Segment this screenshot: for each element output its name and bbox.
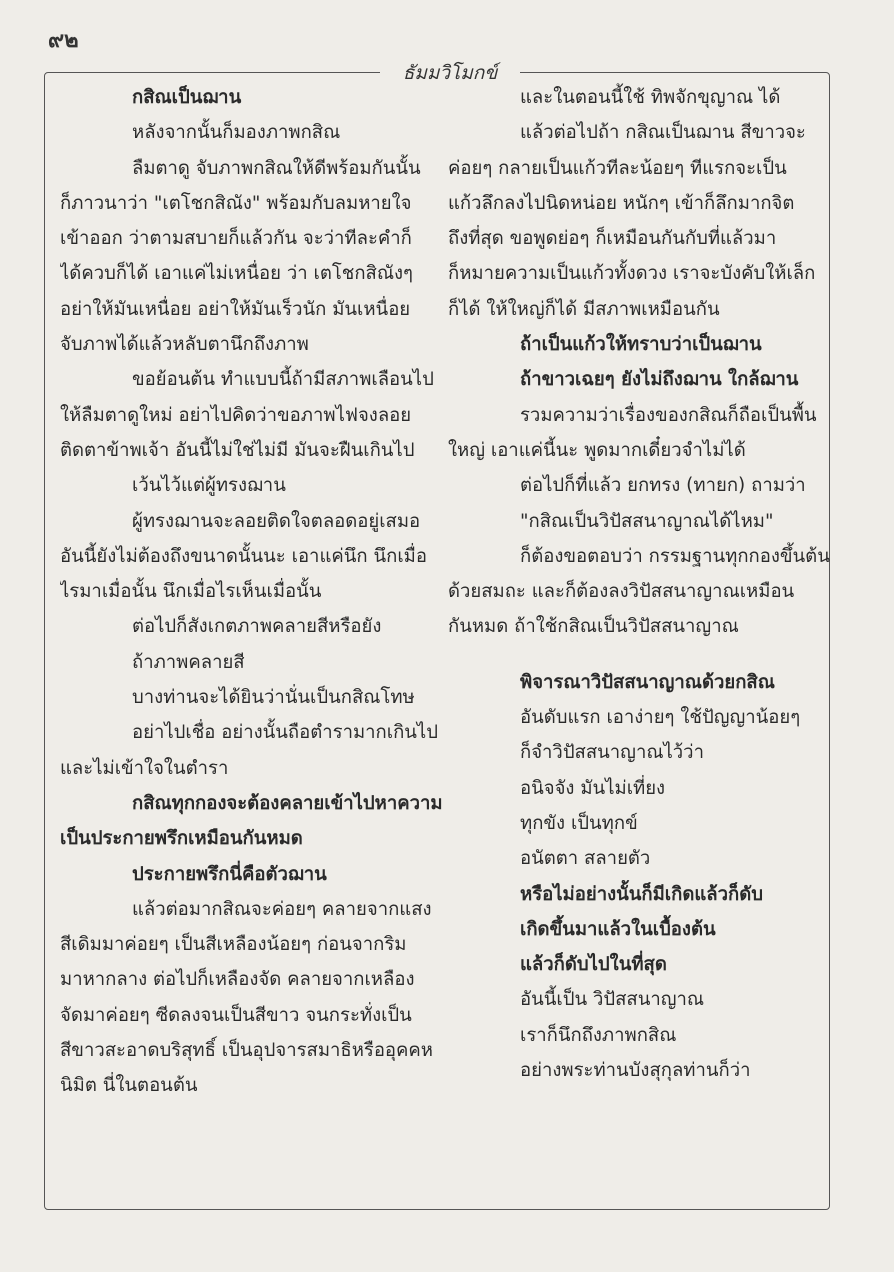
text-line: ทุกขัง เป็นทุกข์: [520, 812, 638, 834]
text-line: ต่อไปก็สังเกตภาพคลายสีหรือยัง: [132, 616, 382, 638]
text-line: ต่อไปก็ที่แล้ว ยกทรง (ทายก) ถามว่า: [520, 475, 806, 497]
text-line: ผู้ทรงฌานจะลอยติดใจตลอดอยู่เสมอ: [132, 510, 421, 532]
text-line: ให้ลืมตาดูใหม่ อย่าไปคิดว่าขอภาพไฟจงลอย: [60, 404, 412, 426]
paragraph-gap: [448, 645, 833, 665]
bold-text-line: แล้วก็ดับไปในที่สุด: [520, 954, 667, 976]
text-line: เข้าออก ว่าตามสบายก็แล้วกัน จะว่าทีละคำก็: [60, 228, 412, 250]
text-line: อันนี้ยังไม่ต้องถึงขนาดนั้นนะ เอาแค่นึก นึกเมื่อ: [60, 545, 427, 567]
text-line: ได้ควบก็ได้ เอาแค่ไม่เหนื่อย ว่า เตโชกสิณังๆ: [60, 263, 413, 285]
text-line: เว้นไว้แต่ผู้ทรงฌาน: [132, 475, 286, 497]
text-line: หลังจากนั้นก็มองภาพกสิณ: [132, 122, 341, 144]
text-line: นิมิต นี่ในตอนต้น: [60, 1075, 198, 1097]
text-line: อันนี้เป็น วิปัสสนาญาณ: [520, 989, 705, 1011]
text-line: ก็จำวิปัสสนาญาณไว้ว่า: [520, 742, 704, 764]
text-line: ติดตาข้าพเจ้า อันนี้ไม่ใช่ไม่มี มันจะฝืนเกินไป: [60, 439, 415, 461]
text-line: เราก็นึกถึงภาพกสิณ: [520, 1024, 677, 1046]
text-line: จับภาพได้แล้วหลับตานึกถึงภาพ: [60, 334, 309, 356]
text-line: ค่อยๆ กลายเป็นแก้วทีละน้อยๆ ทีแรกจะเป็น: [448, 157, 787, 179]
bold-text-line: กสิณทุกกองจะต้องคลายเข้าไปหาความ: [132, 792, 443, 814]
text-line: "กสิณเป็นวิปัสสนาญาณได้ไหม": [520, 510, 774, 532]
text-line: แก้วลึกลงไปนิดหน่อย หนักๆ เข้าก็ลึกมากจิต: [448, 192, 795, 214]
left-column: [60, 80, 445, 1104]
text-line: สีเดิมมาค่อยๆ เป็นสีเหลืองน้อยๆ ก่อนจากริม: [60, 934, 407, 956]
text-line: ด้วยสมถะ และก็ต้องลงวิปัสสนาญาณเหมือน: [448, 581, 795, 603]
text-line: สีขาวสะอาดบริสุทธิ์ เป็นอุปจารสมาธิหรืออุคคห: [60, 1040, 433, 1062]
text-line: อนิจจัง มันไม่เที่ยง: [520, 777, 666, 799]
text-line: มาหากลาง ต่อไปก็เหลืองจัด คลายจากเหลือง: [60, 969, 415, 991]
bold-text-line: ประกายพรึกนี่คือตัวฌาน: [132, 863, 327, 885]
text-line: บางท่านจะได้ยินว่านั่นเป็นกสิณโทษ: [132, 687, 415, 709]
bold-text-line: พิจารณาวิปัสสนาญาณด้วยกสิณ: [520, 671, 775, 693]
text-line: แล้วต่อมากสิณจะค่อยๆ คลายจากแสง: [132, 898, 432, 920]
bold-text-line: เป็นประกายพรึกเหมือนกันหมด: [60, 828, 303, 850]
text-line: กันหมด ถ้าใช้กสิณเป็นวิปัสสนาญาณ: [448, 616, 739, 638]
text-line: อย่าให้มันเหนื่อย อย่าให้มันเร็วนัก มันเหนื่อย: [60, 298, 411, 320]
text-line: ถ้าภาพคลายสี: [132, 651, 245, 673]
text-line: ก็ภาวนาว่า "เตโชกสิณัง" พร้อมกับลมหายใจ: [60, 192, 412, 214]
text-line: ก็หมายความเป็นแก้วทั้งดวง เราจะบังคับให้เล็ก: [448, 263, 816, 285]
text-line: แล้วต่อไปถ้า กสิณเป็นฌาน สีขาวจะ: [520, 122, 806, 144]
text-line: ก็ได้ ให้ใหญ่ก็ได้ มีสภาพเหมือนกัน: [448, 298, 720, 320]
text-line: ขอย้อนต้น ทำแบบนี้ถ้ามีสภาพเลือนไป: [132, 369, 434, 391]
page-number: ๙๒: [48, 28, 79, 53]
text-line: ก็ต้องขอตอบว่า กรรมฐานทุกกองขึ้นต้น: [520, 545, 830, 567]
text-line: ใหญ่ เอาแค่นี้นะ พูดมากเดี๋ยวจำไม่ได้: [448, 439, 746, 461]
text-line: อันดับแรก เอาง่ายๆ ใช้ปัญญาน้อยๆ: [520, 707, 801, 729]
text-line: และในตอนนี้ใช้ ทิพจักขุญาณ ได้: [520, 87, 781, 108]
text-line: รวมความว่าเรื่องของกสิณก็ถือเป็นพื้น: [520, 404, 817, 426]
running-head: ธัมมวิโมกข์: [380, 58, 520, 88]
text-line: ไรมาเมื่อนั้น นึกเมื่อไรเห็นเมื่อนั้น: [60, 581, 322, 603]
bold-text-line: ถ้าขาวเฉยๆ ยังไม่ถึงฌาน ใกล้ฌาน: [520, 369, 799, 391]
text-line: จัดมาค่อยๆ ซีดลงจนเป็นสีขาว จนกระทั่งเป็น: [60, 1004, 412, 1026]
text-line: อย่าไปเชื่อ อย่างนั้นถือตำรามากเกินไป: [132, 722, 438, 744]
text-line: อนัตตา สลายตัว: [520, 848, 651, 870]
text-line: อย่างพระท่านบังสุกุลท่านก็ว่า: [520, 1060, 751, 1082]
right-column: [448, 80, 833, 1088]
text-line: และไม่เข้าใจในตำรา: [60, 757, 229, 779]
text-line: ถึงที่สุด ขอพูดย่อๆ ก็เหมือนกันกับที่แล้วมา: [448, 228, 777, 250]
bold-text-line: ถ้าเป็นแก้วให้ทราบว่าเป็นฌาน: [520, 334, 762, 356]
bold-text-line: หรือไม่อย่างนั้นก็มีเกิดแล้วก็ดับ: [520, 883, 763, 905]
text-line: ลืมตาดู จับภาพกสิณให้ดีพร้อมกันนั้น: [132, 157, 421, 179]
bold-text-line: เกิดขึ้นมาแล้วในเบื้องต้น: [520, 918, 716, 940]
bold-text-line: กสิณเป็นฌาน: [132, 87, 242, 108]
